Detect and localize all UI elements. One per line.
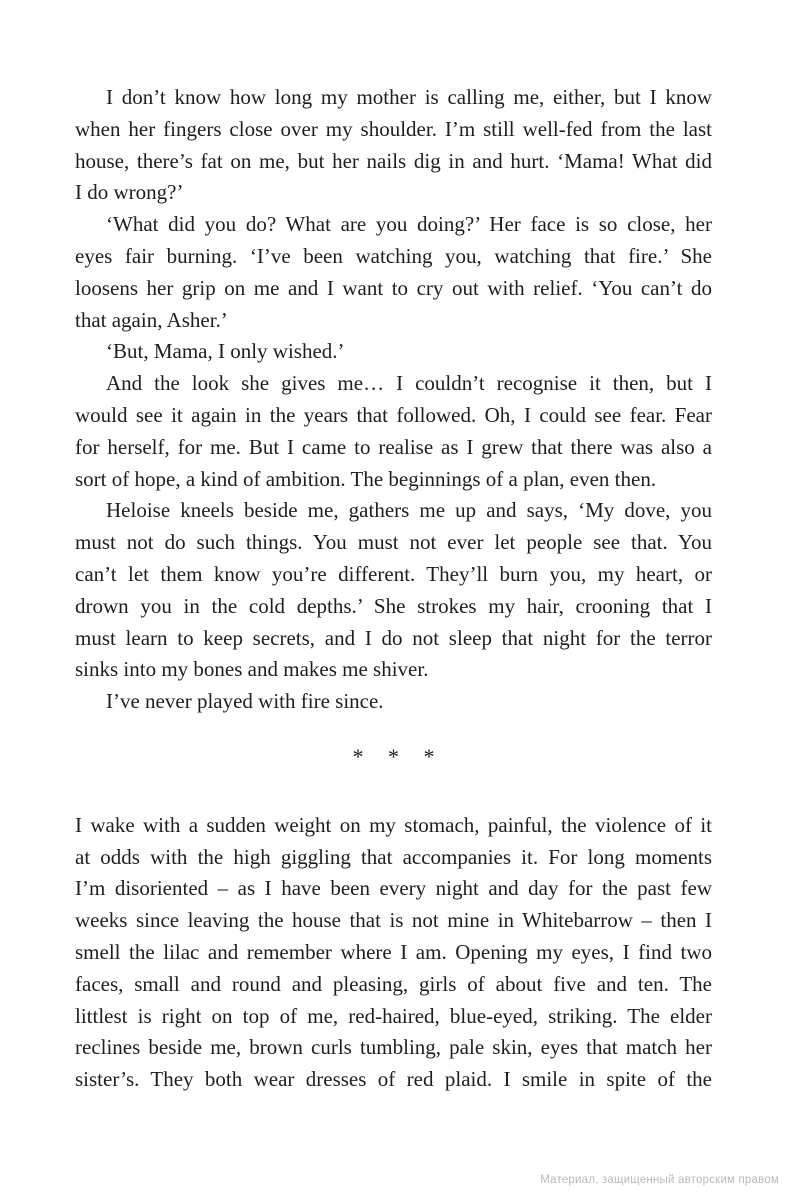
text-line: house, there’s fat on me, but her nails dig in and hurt. ‘Mama! What did [75,148,712,173]
text-line: I don’t know how long my mother is calling me, either, but I know [106,85,712,109]
text-line: littlest is right on top of me, red-haired, blue-eyed, striking. The elder [75,1003,712,1028]
text-line: eyes fair burning. ‘I’ve been watching you, watching that fire.’ She [75,243,712,268]
text-line: I’m disoriented – as I have been every night and day for the past few [75,876,712,901]
text-line: can’t let them know you’re different. They’ll burn you, my heart, or [75,561,712,586]
text-line: weeks since leaving the house that is not mine in Whitebarrow – then I [75,908,712,933]
text-line: I’ve never played with fire since. [106,689,384,714]
text-line: sister’s. They both wear dresses of red plaid. I smile in spite of the [75,1067,712,1092]
text-line: loosens her grip on me and I want to cry out with relief. ‘You can’t do [75,275,712,300]
text-line: at odds with the high giggling that accompanies it. For long moments [75,844,712,869]
text-line: must not do such things. You must not ever let people see that. You [75,530,712,555]
page-text [75,82,712,1096]
text-line: faces, small and round and pleasing, girls of about five and ten. The [75,971,712,996]
text-line: for herself, for me. But I came to realise as I grew that there was also a [75,434,712,459]
scene-break: * * * [352,743,435,769]
text-line: must learn to keep secrets, and I do not sleep that night for the terror [75,625,712,650]
text-line: when her fingers close over my shoulder. I’m still well-fed from the last [75,116,712,141]
text-line: ‘But, Mama, I only wished.’ [106,339,345,364]
text-line: drown you in the cold depths.’ She strokes my hair, crooning that I [75,593,712,618]
text-line: reclines beside me, brown curls tumbling, pale skin, eyes that match her [75,1035,712,1060]
copyright-watermark: Материал, защищенный авторским правом [540,1174,779,1186]
text-line: And the look she gives me… I couldn’t recognise it then, but I [106,371,712,396]
text-line: I wake with a sudden weight on my stomach, painful, the violence of it [75,812,712,837]
text-line: sort of hope, a kind of ambition. The beginnings of a plan, even then. [75,466,657,491]
text-line: sinks into my bones and makes me shiver. [75,657,429,682]
text-line: ‘What did you do? What are you doing?’ Her face is so close, her [106,212,712,237]
text-line: Heloise kneels beside me, gathers me up and says, ‘My dove, you [106,498,712,523]
text-line: I do wrong?’ [75,180,184,205]
text-line: that again, Asher.’ [75,307,228,332]
text-line: would see it again in the years that followed. Oh, I could see fear. Fear [75,402,712,427]
text-line: smell the lilac and remember where I am. Opening my eyes, I find two [75,939,712,964]
